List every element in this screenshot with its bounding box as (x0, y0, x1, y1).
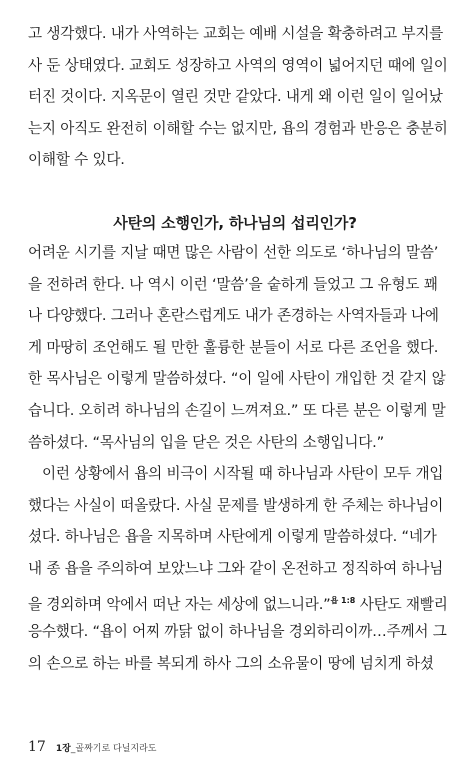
text-line: 습니다. 오히려 하나님의 손길이 느껴져요.” 또 다른 분은 이렇게 말 (28, 401, 446, 419)
text-line: 터진 것이다. 지옥문이 열린 것만 같았다. 내게 왜 이런 일이 일어났 (28, 88, 443, 106)
scripture-reference: 욥 1:8 (330, 595, 356, 605)
page-number: 17 (28, 739, 46, 755)
text-line: 나 다양했다. 그러나 혼란스럽게도 내가 존경하는 사역자들과 나에 (28, 307, 439, 325)
text-segment: 사탄도 재빨리 (355, 595, 448, 613)
text-line-with-reference (28, 585, 448, 617)
text-line: 사 둔 상태였다. 교회도 성장하고 사역의 영역이 넓어지던 때에 일이 (28, 56, 448, 74)
text-line: 는지 아직도 완전히 이해할 수는 없지만, 욥의 경험과 반응은 충분히 (28, 119, 448, 137)
chapter-label: 1장 (55, 744, 71, 754)
page-footer (28, 737, 157, 755)
text-line: 게 마땅히 조언해도 될 만한 훌륭한 분들이 서로 다른 조언을 했다. (28, 338, 439, 356)
text-line: 셨다. 하나님은 욥을 지목하며 사탄에게 이렇게 말씀하셨다. “네가 (28, 528, 437, 546)
text-line: 응수했다. “욥이 어찌 까닭 없이 하나님을 경외하리이까…주께서 그 (28, 623, 447, 641)
text-segment: 을 경외하며 악에서 떠난 자는 세상에 없느니라.” (28, 595, 331, 613)
body-paragraph-1 (28, 237, 446, 458)
section-heading: 사탄의 소행인가, 하나님의 섭리인가? (113, 213, 357, 232)
text-line: 씀하셨다. “목사님의 입을 닫은 것은 사탄의 소행입니다.” (28, 433, 384, 451)
text-line: 이런 상황에서 욥의 비극이 시작될 때 하나님과 사탄이 모두 개입 (42, 465, 444, 483)
page-content (28, 18, 448, 679)
text-line: 을 전하려 한다. 나 역시 이런 ‘말씀’을 숱하게 들었고 그 유형도 꽤 (28, 275, 438, 293)
intro-paragraph (28, 18, 448, 176)
text-line: 이해할 수 있다. (28, 151, 125, 169)
text-line: 고 생각했다. 내가 사역하는 교회는 예배 시설을 확충하려고 부지를 (28, 25, 444, 42)
section-spacer (28, 176, 442, 211)
chapter-title: _골짜기로 다닐지라도 (70, 744, 157, 754)
text-line: 한 목사님은 이렇게 말씀하셨다. “이 일에 사탄이 개입한 것 같지 않 (28, 370, 446, 388)
body-paragraph-2 (28, 458, 448, 679)
text-line: 의 손으로 하는 바를 복되게 하사 그의 소유물이 땅에 넘치게 하셨 (28, 654, 434, 672)
text-line: 내 종 욥을 주의하여 보았느냐 그와 같이 온전하고 정직하여 하나님 (28, 559, 444, 577)
text-line: 어려운 시기를 지날 때면 많은 사람이 선한 의도로 ‘하나님의 말씀’ (28, 243, 439, 261)
text-line: 했다는 사실이 떠올랐다. 사실 문제를 발생하게 한 주체는 하나님이 (28, 496, 444, 514)
